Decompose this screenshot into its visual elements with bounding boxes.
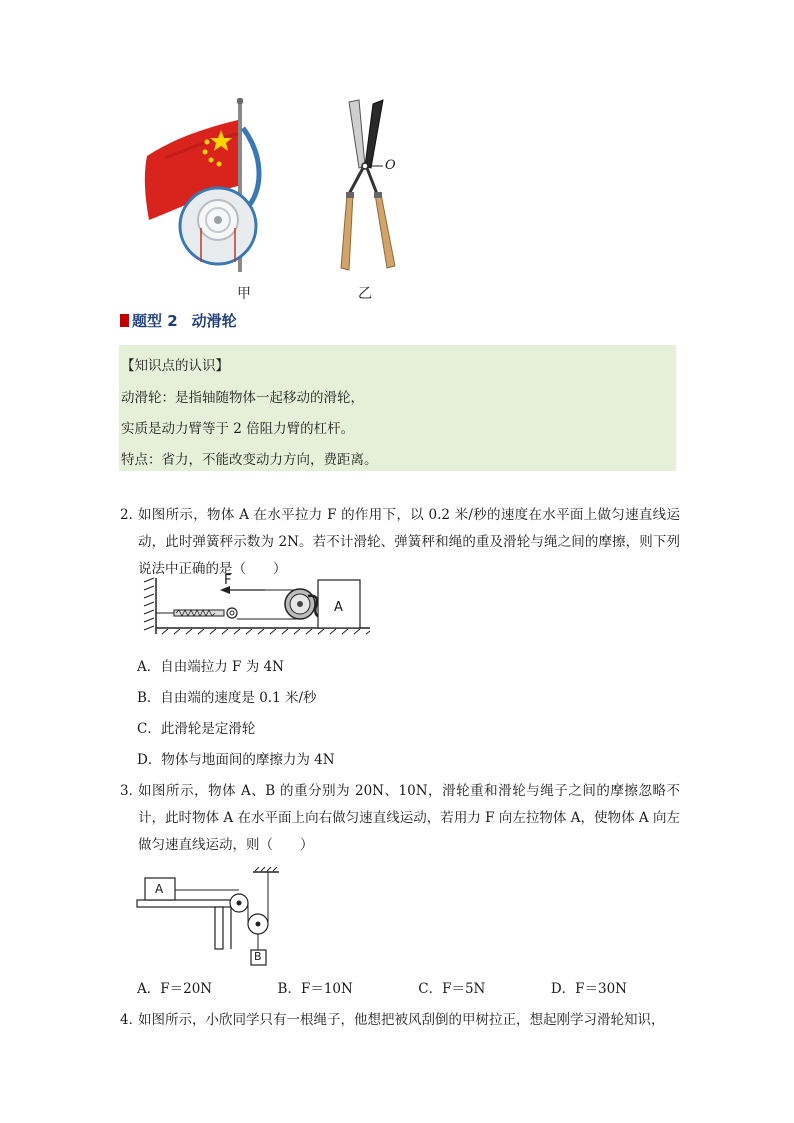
q3-option[interactable]: D．F＝30N xyxy=(550,981,627,997)
knowledge-line: 特点：省力，不能改变动力方向，费距离。 xyxy=(121,452,378,468)
question-number: 4． xyxy=(120,1012,143,1028)
question-3 xyxy=(120,778,680,859)
q2-option[interactable]: D．物体与地面间的摩擦力为 4N xyxy=(137,752,335,768)
section-label: 题型 2 xyxy=(132,311,178,330)
q3-block-b-label: B xyxy=(254,950,262,963)
question-text: 如图所示，物体 A、B 的重分别为 20N、10N，滑轮重和滑轮与绳子之间的摩擦忽略不计，此时物体 A 在水平面上向右做匀速直线运动，若用力 F 向左拉物体 A，使物体 A 向左做匀速直线运动，则（ ） xyxy=(138,783,680,853)
q3-options xyxy=(137,977,627,997)
section-marker xyxy=(120,314,129,327)
flag-caption: 甲 xyxy=(237,286,251,302)
shears-caption: 乙 xyxy=(358,286,372,302)
section-heading: 动滑轮 xyxy=(191,311,237,330)
q3-option[interactable]: B．F＝10N xyxy=(277,981,353,997)
question-number: 2． xyxy=(120,507,143,523)
q2-option[interactable]: B．自由端的速度是 0.1 米/秒 xyxy=(137,690,317,706)
shears-figure xyxy=(335,98,405,276)
knowledge-line: 动滑轮：是指轴随物体一起移动的滑轮， xyxy=(121,390,364,406)
question-text: 如图所示，物体 A 在水平拉力 F 的作用下，以 0.2 米/秒的速度在水平面上做匀速直线运动，此时弹簧秤示数为 2N。若不计滑轮、弹簧秤和绳的重及滑轮与绳之间的摩擦，则下列说法中正确的是（ ） xyxy=(138,507,680,577)
q2-block-label: A xyxy=(334,600,343,615)
q2-force-label: F xyxy=(224,573,232,588)
question-4 xyxy=(120,1007,680,1034)
q2-option[interactable]: A．自由端拉力 F 为 4N xyxy=(137,659,284,675)
knowledge-header: 【知识点的认识】 xyxy=(121,358,229,374)
q3-option[interactable]: A．F＝20N xyxy=(137,981,213,997)
flag-pulley-figure xyxy=(135,98,265,276)
section-title xyxy=(120,309,237,331)
knowledge-box xyxy=(119,345,676,471)
q3-option[interactable]: C．F＝5N xyxy=(418,981,486,997)
q3-block-a-label: A xyxy=(155,882,164,896)
knowledge-line: 实质是动力臂等于 2 倍阻力臂的杠杆。 xyxy=(121,421,355,437)
question-number: 3． xyxy=(120,783,143,799)
question-text: 如图所示，小欣同学只有一根绳子，他想把被风刮倒的甲树拉正，想起刚学习滑轮知识， xyxy=(138,1012,665,1028)
shears-pivot-label: O xyxy=(385,158,396,173)
q2-option[interactable]: C．此滑轮是定滑轮 xyxy=(137,721,256,737)
